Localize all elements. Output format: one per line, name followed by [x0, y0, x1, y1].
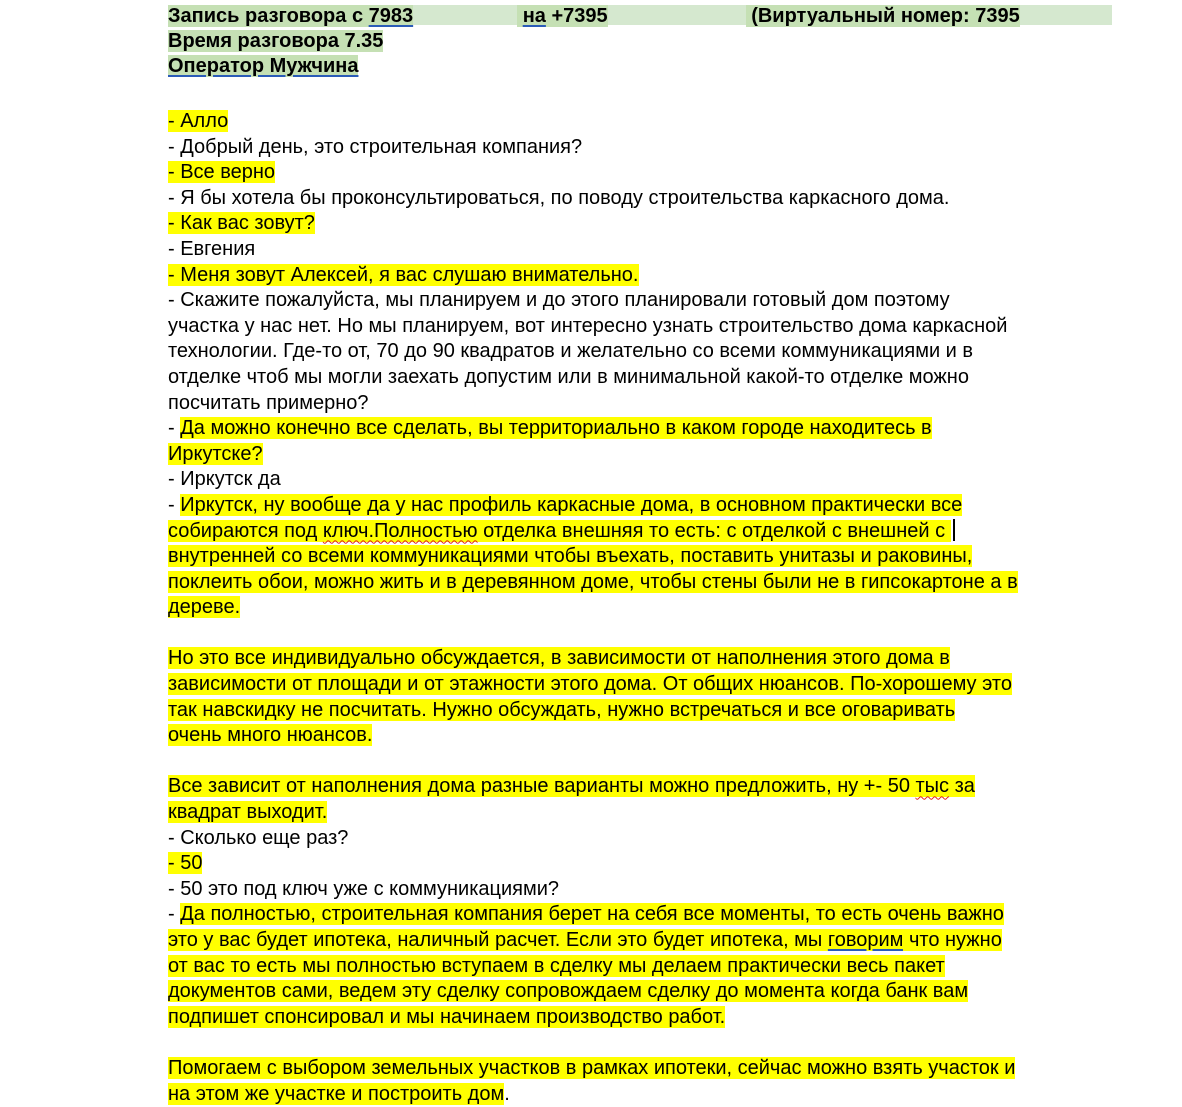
transcript-line: [168, 1056, 1118, 1082]
transcript-line: [168, 1005, 1118, 1031]
callee-number: +7395: [551, 5, 608, 27]
operator-line-text: за: [949, 775, 975, 798]
client-line-text: - Я бы хотела бы проконсультироваться, по поводу строительства каркасного дома.: [168, 186, 950, 209]
client-line-text: - Сколько еще раз?: [168, 826, 349, 849]
operator-line-text: от вас то есть мы полностью вступаем в сделку мы делаем практически весь пакет: [168, 954, 945, 977]
transcript-line: [168, 314, 1118, 340]
spellcheck-flagged-word: тыс: [915, 775, 950, 798]
operator-line-text: - Все верно: [168, 161, 276, 184]
transcript-line: [168, 672, 1118, 698]
paragraph-gap: [168, 749, 1118, 775]
dash: -: [168, 417, 181, 440]
operator-line-text: Да можно конечно все сделать, вы территориально в каком городе находитесь в: [180, 417, 932, 440]
operator-line-text: Да полностью, строительная компания берет на себя все моменты, то есть очень важно: [180, 903, 1004, 926]
transcript-line: [168, 109, 1118, 135]
virtual-number-label: (Виртуальный номер: 7395: [751, 5, 1020, 27]
operator-line-text: документов сами, ведем эту сделку сопровождаем сделку до момента когда банк вам: [168, 980, 969, 1003]
transcript-line: [168, 186, 1118, 212]
transcript-line: [168, 928, 1118, 954]
transcript-line: [168, 365, 1118, 391]
spacer: [168, 79, 1118, 109]
transcript-line: [168, 160, 1118, 186]
client-line-text: - 50 это под ключ уже с коммуникациями?: [168, 877, 560, 900]
operator-line-text: так навскидку не посчитать. Нужно обсуждать, нужно встречаться и все оговаривать: [168, 698, 956, 721]
transcript-line: [168, 826, 1118, 852]
transcript-line: [168, 954, 1118, 980]
transcript-line: [168, 391, 1118, 417]
operator-line-text: очень много нюансов.: [168, 724, 373, 747]
transcript-line: [168, 723, 1118, 749]
operator-line-text: поклеить обои, можно жить и в деревянном доме, чтобы стены были не в гипсокартоне а в: [168, 570, 1018, 593]
transcript-line: [168, 237, 1118, 263]
operator-line-text: Помогаем с выбором земельных участков в рамках ипотеки, сейчас можно взять участок и: [168, 1056, 1016, 1079]
operator-line: [168, 54, 1118, 79]
operator-line-text: квадрат выходит.: [168, 801, 328, 824]
operator-line-text: - 50: [168, 852, 203, 875]
operator-line-text: внутренней со всеми коммуникациями чтобы въехать, поставить унитазы и раковины,: [168, 545, 973, 568]
transcript-line: [168, 519, 1118, 545]
dialogue-transcript: [168, 109, 1118, 1107]
period: .: [504, 1082, 510, 1105]
to-word: на: [522, 5, 546, 27]
operator-line-text: что нужно: [903, 929, 1002, 951]
client-line-text: - Скажите пожалуйста, мы планируем и до этого планировали готовый дом поэтому: [168, 289, 950, 312]
grammar-flagged-word: говорим: [827, 929, 904, 951]
operator-line-text: Иркутске?: [168, 442, 263, 465]
call-record-line: [168, 4, 1118, 29]
transcript-line: [168, 339, 1118, 365]
call-header: [168, 4, 1118, 79]
client-line-text: посчитать примерно?: [168, 391, 369, 414]
transcript-line: [168, 135, 1118, 161]
transcript-line: [168, 595, 1118, 621]
dash: -: [168, 493, 181, 516]
operator-line-text: Все зависит от наполнения дома разные варианты можно предложить, ну +- 50: [168, 775, 916, 798]
operator-line-text: собираются под: [168, 519, 323, 542]
operator-line-text: это у вас будет ипотека, наличный расчет. Если это будет ипотека, мы: [168, 929, 828, 951]
transcript-line: [168, 800, 1118, 826]
transcript-line: [168, 263, 1118, 289]
transcript-line: [168, 902, 1118, 928]
transcript-line: [168, 1082, 1118, 1107]
paragraph-gap: [168, 1030, 1118, 1056]
transcript-line: [168, 570, 1118, 596]
client-line-text: - Добрый день, это строительная компания?: [168, 135, 583, 158]
duration-line: [168, 29, 1118, 54]
operator-line-text: - Алло: [168, 110, 229, 132]
client-line-text: отделке чтоб мы могли заехать допустим или в минимальной какой-то отделке можно: [168, 365, 969, 388]
call-duration: Время разговора 7.35: [168, 30, 384, 52]
client-line-text: участка у нас нет. Но мы планируем, вот интересно узнать строительство дома каркасной: [168, 314, 1008, 337]
transcript-line: [168, 416, 1118, 442]
operator-line-text: отделка внешняя то есть: с отделкой с внешней с: [477, 519, 951, 542]
transcript-line: [168, 544, 1118, 570]
operator-line-text: дереве.: [168, 596, 241, 619]
operator-line-text: зависимости от площади и от этажности этого дома. От общих нюансов. По-хорошему это: [168, 673, 1012, 696]
operator-gender: Оператор Мужчина: [168, 55, 359, 77]
operator-line-text: Иркутск, ну вообще да у нас профиль каркасные дома, в основном практически все: [180, 493, 963, 516]
spellcheck-flagged-word: ключ.Полностью: [322, 519, 478, 542]
redacted-virtual-digits: [1020, 5, 1112, 25]
client-line-text: - Евгения: [168, 237, 256, 260]
paragraph-gap: [168, 621, 1118, 647]
call-record-prefix: Запись разговора с: [168, 5, 369, 27]
space: [517, 5, 523, 27]
client-line-text: - Иркутск да: [168, 468, 281, 491]
transcript-line: [168, 698, 1118, 724]
dash: -: [168, 903, 181, 926]
transcript-line: [168, 493, 1118, 519]
redacted-caller-digits: [413, 5, 517, 25]
operator-line-text: Но это все индивидуально обсуждается, в зависимости от наполнения этого дома в: [168, 647, 950, 670]
transcript-line: [168, 774, 1118, 800]
redacted-callee-digits: [608, 5, 746, 25]
operator-line-text: подпишет спонсировал и мы начинаем производство работ.: [168, 1005, 726, 1028]
text-cursor: [953, 519, 955, 541]
transcript-line: [168, 442, 1118, 468]
transcript-line: [168, 288, 1118, 314]
transcript-line: [168, 211, 1118, 237]
transcript-line: [168, 979, 1118, 1005]
transcript-line: [168, 851, 1118, 877]
client-line-text: технологии. Где-то от, 70 до 90 квадратов и желательно со всеми коммуникациями и в: [168, 340, 974, 363]
transcript-line: [168, 646, 1118, 672]
document-page: [168, 4, 1118, 1107]
transcript-line: [168, 467, 1118, 493]
operator-line-text: - Как вас зовут?: [168, 212, 315, 235]
operator-line-text: - Меня зовут Алексей, я вас слушаю внимательно.: [168, 263, 639, 286]
transcript-line: [168, 877, 1118, 903]
operator-line-text: на этом же участке и построить дом: [168, 1082, 505, 1105]
caller-number-link[interactable]: 7983: [368, 5, 414, 27]
